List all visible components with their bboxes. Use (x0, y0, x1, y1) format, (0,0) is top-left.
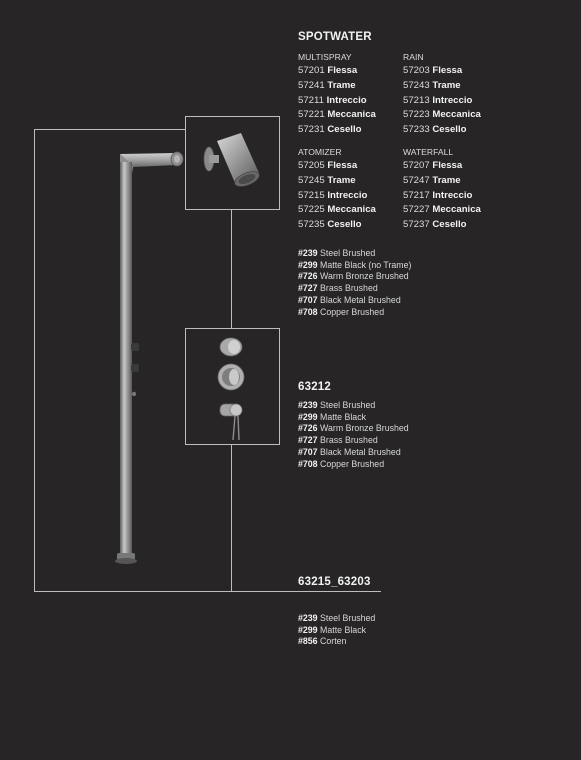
finish-item: #299 Matte Black (298, 624, 366, 635)
product-name: Intreccio (326, 94, 367, 106)
product-code: 57215 (298, 189, 325, 201)
list-item (403, 94, 481, 109)
product-code: 57201 (298, 65, 325, 76)
product-name: Meccanica (327, 204, 376, 216)
shower-column-icon (100, 140, 195, 575)
group-multispray (298, 52, 376, 138)
group-label: RAIN (403, 52, 424, 62)
list-item (298, 79, 376, 94)
product-code: 57211 (298, 94, 324, 106)
group-label: MULTISPRAY (298, 52, 352, 62)
finish-item: #726 Warm Bronze Brushed (298, 271, 409, 282)
product-code: 57231 (298, 124, 325, 136)
finish-item: #707 Black Metal Brushed (298, 446, 401, 457)
product-name: Trame (432, 174, 461, 186)
spotwater-finishes (298, 248, 411, 318)
product-code: 57203 (403, 65, 430, 76)
product-code: 57205 (298, 160, 325, 171)
product-name: Meccanica (432, 204, 481, 216)
controls-finishes (298, 400, 409, 470)
hand-shower-holder-icon (218, 400, 248, 442)
list-item (298, 203, 376, 218)
leader-column-left (34, 129, 35, 592)
product-code: 57247 (403, 174, 430, 186)
product-name: Cesello (432, 219, 467, 231)
product-name: Cesello (327, 124, 362, 136)
list-item (298, 159, 376, 174)
product-name: Trame (327, 174, 356, 186)
finish-item: #727 Brass Brushed (298, 283, 378, 294)
list-item (298, 64, 376, 79)
list-item (298, 108, 376, 123)
list-item (403, 203, 481, 218)
product-name: Meccanica (327, 109, 376, 121)
group-rain (403, 52, 481, 138)
product-name: Flessa (327, 65, 358, 76)
product-code: 57213 (403, 94, 430, 106)
product-name: Trame (432, 79, 461, 91)
list-item (403, 108, 481, 123)
column-finishes (298, 613, 375, 648)
product-code: 57243 (403, 79, 430, 91)
list-item (403, 79, 481, 94)
column-title: 63215_63203 (298, 576, 371, 588)
list-item (403, 189, 481, 204)
controls-title: 63212 (298, 381, 331, 393)
group-waterfall (403, 147, 481, 233)
list-item (298, 123, 376, 138)
list-item (298, 94, 376, 109)
product-name: Intreccio (432, 94, 473, 106)
finish-item: #856 Corten (298, 636, 347, 647)
diverter-knob-icon (218, 336, 244, 358)
product-code: 57233 (403, 124, 430, 136)
list-item (403, 174, 481, 189)
list-item (403, 64, 481, 79)
product-code: 57221 (298, 109, 325, 121)
group-label: ATOMIZER (298, 147, 342, 157)
leader-column-bottom (34, 591, 381, 592)
product-name: Flessa (327, 160, 358, 171)
product-code: 57225 (298, 204, 325, 216)
product-name: Intreccio (432, 189, 473, 201)
product-name: Trame (327, 79, 356, 91)
list-item (298, 218, 376, 233)
product-name: Cesello (432, 124, 467, 136)
group-label: WATERFALL (403, 147, 454, 157)
finish-item: #239 Steel Brushed (298, 613, 376, 623)
product-name: Meccanica (432, 109, 481, 121)
finish-item: #239 Steel Brushed (298, 248, 376, 258)
product-code: 57227 (403, 204, 430, 216)
product-code: 57237 (403, 219, 430, 231)
shower-head-icon (195, 125, 270, 200)
product-code: 57235 (298, 219, 325, 231)
finish-item: #299 Matte Black (298, 411, 366, 422)
product-code: 57207 (403, 160, 430, 171)
mixer-knob-icon (216, 362, 246, 392)
list-item (403, 159, 481, 174)
finish-item: #708 Copper Brushed (298, 458, 385, 469)
finish-item: #727 Brass Brushed (298, 435, 378, 446)
product-code: 57245 (298, 174, 325, 186)
finish-item: #239 Steel Brushed (298, 400, 376, 410)
spotwater-title: SPOTWATER (298, 31, 372, 43)
finish-item: #707 Black Metal Brushed (298, 294, 401, 305)
finish-item: #726 Warm Bronze Brushed (298, 423, 409, 434)
finish-item: #708 Copper Brushed (298, 306, 385, 317)
leader-column-top (34, 129, 186, 130)
product-name: Flessa (432, 65, 463, 76)
group-atomizer (298, 147, 376, 233)
product-name: Flessa (432, 160, 463, 171)
finish-item: #299 Matte Black (no Trame) (298, 259, 412, 270)
list-item (403, 218, 481, 233)
list-item (298, 174, 376, 189)
product-name: Intreccio (327, 189, 368, 201)
product-code: 57217 (403, 189, 430, 201)
list-item (298, 189, 376, 204)
product-code: 57241 (298, 79, 325, 91)
product-name: Cesello (327, 219, 362, 231)
product-code: 57223 (403, 109, 430, 121)
list-item (403, 123, 481, 138)
